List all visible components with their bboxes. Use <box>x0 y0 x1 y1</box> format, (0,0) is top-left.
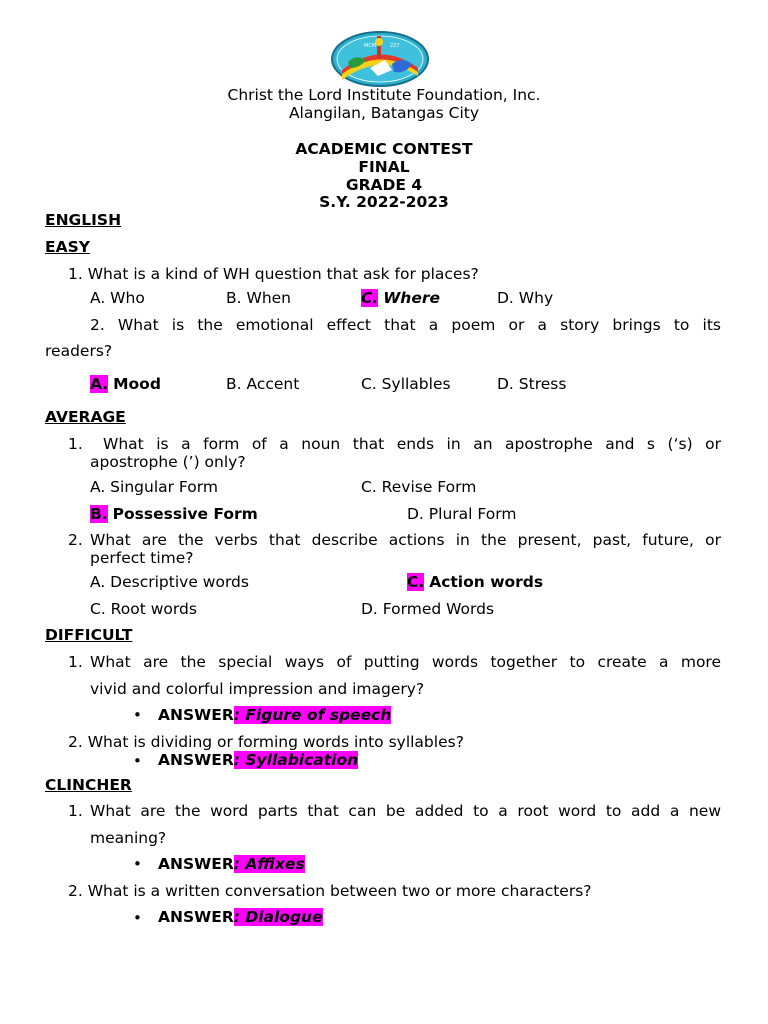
answer-text: Where <box>383 289 441 307</box>
easy-q1-option-b: B. When <box>226 289 291 307</box>
bullet-icon: • <box>133 752 142 770</box>
average-q2-option-c <box>407 573 543 591</box>
easy-q1-option-d: D. Why <box>497 289 554 307</box>
easy-q1-option-a: A. Who <box>90 289 145 307</box>
easy-heading: EASY <box>45 238 90 256</box>
average-q1-option-d: D. Plural Form <box>407 505 517 523</box>
average-q2-line2: perfect time? <box>90 549 194 567</box>
org-name: Christ the Lord Institute Foundation, Inc. <box>227 86 541 104</box>
answer-letter: C. <box>361 289 379 307</box>
clincher-heading: CLINCHER <box>45 776 132 794</box>
answer-label: ANSWER <box>158 751 234 769</box>
easy-q2-option-c: C. Syllables <box>361 375 451 393</box>
easy-q2-option-d: D. Stress <box>497 375 567 393</box>
bullet-icon: • <box>133 909 142 927</box>
clincher-q2-answer <box>158 908 323 926</box>
org-address: Alangilan, Batangas City <box>288 104 480 122</box>
answer-text: : Dialogue <box>233 908 323 926</box>
answer-label: ANSWER <box>158 855 234 873</box>
svg-text:MCM: MCM <box>364 43 377 49</box>
answer-letter: A. <box>90 375 109 393</box>
average-q2-option-a: A. Descriptive words <box>90 573 249 591</box>
school-year: S.Y. 2022-2023 <box>319 193 449 211</box>
contest-title: ACADEMIC CONTEST <box>295 140 473 158</box>
average-q2-option-c2: C. Root words <box>90 600 197 618</box>
subject-heading: ENGLISH <box>45 211 122 229</box>
grade-level: GRADE 4 <box>345 176 423 194</box>
clincher-q2: 2. What is a written conversation between two or more characters? <box>68 882 592 900</box>
average-q1-line1: What is a form of a noun that ends in an apostrophe and s (‘s) or <box>103 435 721 453</box>
clincher-q1-line2: meaning? <box>90 829 167 847</box>
difficult-q1-answer <box>158 706 391 724</box>
average-heading: AVERAGE <box>45 408 126 426</box>
average-q1-number: 1. <box>68 435 83 453</box>
average-q2-number: 2. <box>68 531 83 549</box>
answer-label: ANSWER <box>158 908 234 926</box>
bullet-icon: • <box>133 706 142 724</box>
clincher-q1-answer <box>158 855 305 873</box>
clincher-q1-line1: What are the word parts that can be added to a root word to add a new <box>90 802 721 820</box>
easy-q2-option-a <box>90 375 161 393</box>
answer-label: ANSWER <box>158 706 234 724</box>
svg-text:227: 227 <box>390 43 400 49</box>
difficult-q2: 2. What is dividing or forming words into syllables? <box>68 733 464 751</box>
answer-text: : Syllabication <box>233 751 359 769</box>
difficult-q1-number: 1. <box>68 653 83 671</box>
average-q2-line1: What are the verbs that describe actions in the present, past, future, or <box>90 531 721 549</box>
easy-q2-line1: 2. What is the emotional effect that a poem or a story brings to its <box>90 316 721 334</box>
clincher-q1-number: 1. <box>68 802 83 820</box>
answer-text: Action words <box>429 573 544 591</box>
easy-q2-option-b: B. Accent <box>226 375 300 393</box>
average-q1-line2: apostrophe (’) only? <box>90 453 246 471</box>
difficult-q1-line2: vivid and colorful impression and imagery? <box>90 680 425 698</box>
contest-round: FINAL <box>358 158 410 176</box>
answer-text: Mood <box>113 375 161 393</box>
answer-letter: C. <box>407 573 425 591</box>
easy-q2-line2: readers? <box>45 342 113 360</box>
average-q2-option-d: D. Formed Words <box>361 600 495 618</box>
average-q1-option-c: C. Revise Form <box>361 478 477 496</box>
difficult-q2-answer <box>158 751 358 769</box>
difficult-heading: DIFFICULT <box>45 626 133 644</box>
difficult-q1-line1: What are the special ways of putting words together to create a more <box>90 653 721 671</box>
average-q1-option-a: A. Singular Form <box>90 478 218 496</box>
answer-text: : Figure of speech <box>233 706 392 724</box>
answer-letter: B. <box>90 505 108 523</box>
bullet-icon: • <box>133 855 142 873</box>
easy-q1-option-c <box>361 289 440 307</box>
school-logo <box>330 30 430 88</box>
answer-text: : Affixes <box>233 855 305 873</box>
average-q1-option-b <box>90 505 258 523</box>
answer-text: Possessive Form <box>112 505 258 523</box>
easy-q1: 1. What is a kind of WH question that ask for places? <box>68 265 479 283</box>
